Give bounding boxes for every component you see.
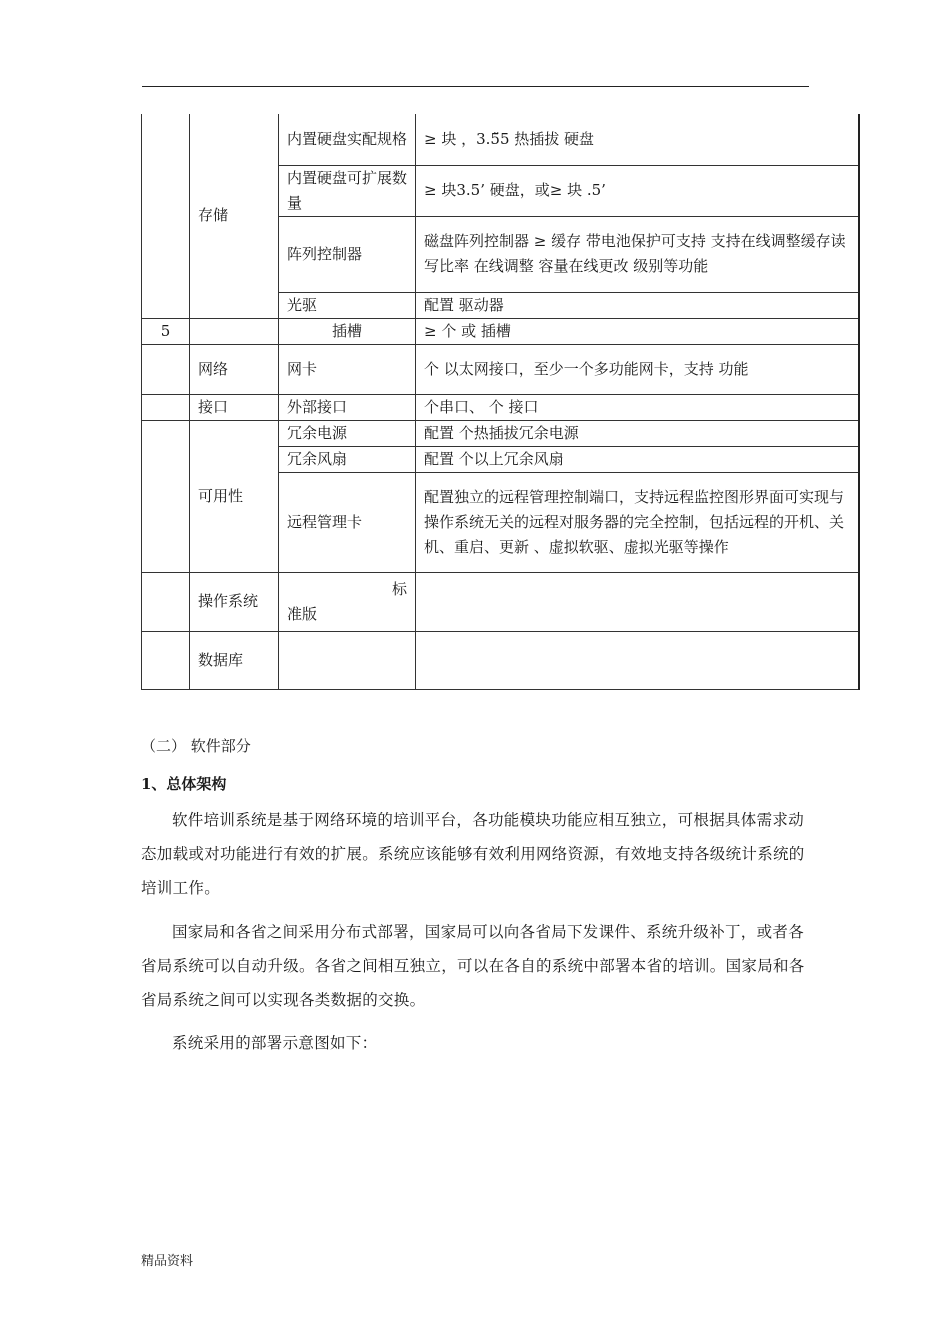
category-port: 接口 bbox=[190, 394, 279, 420]
optical-value: 配置 驱动器 bbox=[416, 292, 859, 318]
index-cell bbox=[142, 631, 190, 689]
disk-expand-label: 内置硬盘可扩展数量 bbox=[279, 165, 416, 216]
nic-value: 个 以太网接口，至少一个多功能网卡，支持 功能 bbox=[416, 344, 859, 394]
db-label-empty bbox=[279, 631, 416, 689]
disk-spec-label: 内置硬盘实配规格 bbox=[279, 114, 416, 165]
table-row bbox=[142, 572, 859, 631]
paragraph-2: 国家局和各省之间采用分布式部署，国家局可以向各省局下发课件、系统升级补丁，或者各省局系统可以自动升级。各省之间相互独立，可以在各自的系统中部署本省的培训。国家局和各省局系统之间可以实现各类数据的交换。 bbox=[141, 923, 805, 1009]
os-value bbox=[416, 572, 859, 631]
slot-label: 插槽 bbox=[279, 318, 416, 344]
fan-value: 配置 个以上冗余风扇 bbox=[416, 446, 859, 472]
footer-note: 精品资料 bbox=[141, 1254, 194, 1269]
table-row bbox=[142, 114, 859, 165]
index-cell bbox=[142, 572, 190, 631]
hardware-spec-table bbox=[141, 114, 860, 690]
psu-label: 冗余电源 bbox=[279, 420, 416, 446]
paragraph-3: 系统采用的部署示意图如下： bbox=[172, 1034, 378, 1052]
table-row bbox=[142, 318, 859, 344]
rmc-label: 远程管理卡 bbox=[279, 472, 416, 572]
raid-label: 阵列控制器 bbox=[279, 216, 416, 292]
table-row bbox=[142, 420, 859, 446]
table-row bbox=[142, 631, 859, 689]
port-value: 个串口、 个 接口 bbox=[416, 394, 859, 420]
category-database: 数据库 bbox=[190, 631, 279, 689]
optical-label: 光驱 bbox=[279, 292, 416, 318]
table-row bbox=[142, 394, 859, 420]
section-heading: （二） 软件部分 bbox=[141, 737, 251, 755]
fan-label: 冗余风扇 bbox=[279, 446, 416, 472]
os-line-1: 标 bbox=[391, 579, 407, 598]
category-os: 操作系统 bbox=[190, 572, 279, 631]
raid-value: 磁盘阵列控制器 ≥ 缓存 带电池保护可支持 支持在线调整缓存读写比率 在线调整 容量在线更改 级别等功能 bbox=[416, 216, 859, 292]
category-network: 网络 bbox=[190, 344, 279, 394]
disk-spec-value: ≥ 块 ，3.5̈5 热插拔 硬盘 bbox=[416, 114, 859, 165]
db-value bbox=[416, 631, 859, 689]
index-cell bbox=[142, 114, 190, 318]
psu-value: 配置 个热插拔冗余电源 bbox=[416, 420, 859, 446]
paragraph-1: 软件培训系统是基于网络环境的培训平台，各功能模块功能应相互独立，可根据具体需求动态加载或对功能进行有效的扩展。系统应该能够有效利用网络资源，有效地支持各级统计系统的培训工作。 bbox=[141, 811, 805, 897]
category-empty bbox=[190, 318, 279, 344]
header-rule bbox=[142, 86, 809, 87]
rmc-value: 配置独立的远程管理控制端口，支持远程监控图形界面可实现与操作系统无关的远程对服务器的完全控制，包括远程的开机、关机、重启、更新 、虚拟软驱、虚拟光驱等操作 bbox=[416, 472, 859, 572]
table-row bbox=[142, 344, 859, 394]
category-storage: 存储 bbox=[190, 114, 279, 318]
slot-value: ≥ 个 或 插槽 bbox=[416, 318, 859, 344]
index-cell bbox=[142, 394, 190, 420]
subheading: 1、总体架构 bbox=[141, 775, 227, 793]
index-cell bbox=[142, 420, 190, 572]
disk-expand-value: ≥ 块3.5’ 硬盘，或≥ 块 .5’ bbox=[416, 165, 859, 216]
category-availability: 可用性 bbox=[190, 420, 279, 572]
row-index: 5 bbox=[142, 318, 190, 344]
port-label: 外部接口 bbox=[279, 394, 416, 420]
nic-label: 网卡 bbox=[279, 344, 416, 394]
os-line-2: 准版 bbox=[287, 604, 318, 623]
os-cell bbox=[279, 572, 416, 631]
index-cell bbox=[142, 344, 190, 394]
